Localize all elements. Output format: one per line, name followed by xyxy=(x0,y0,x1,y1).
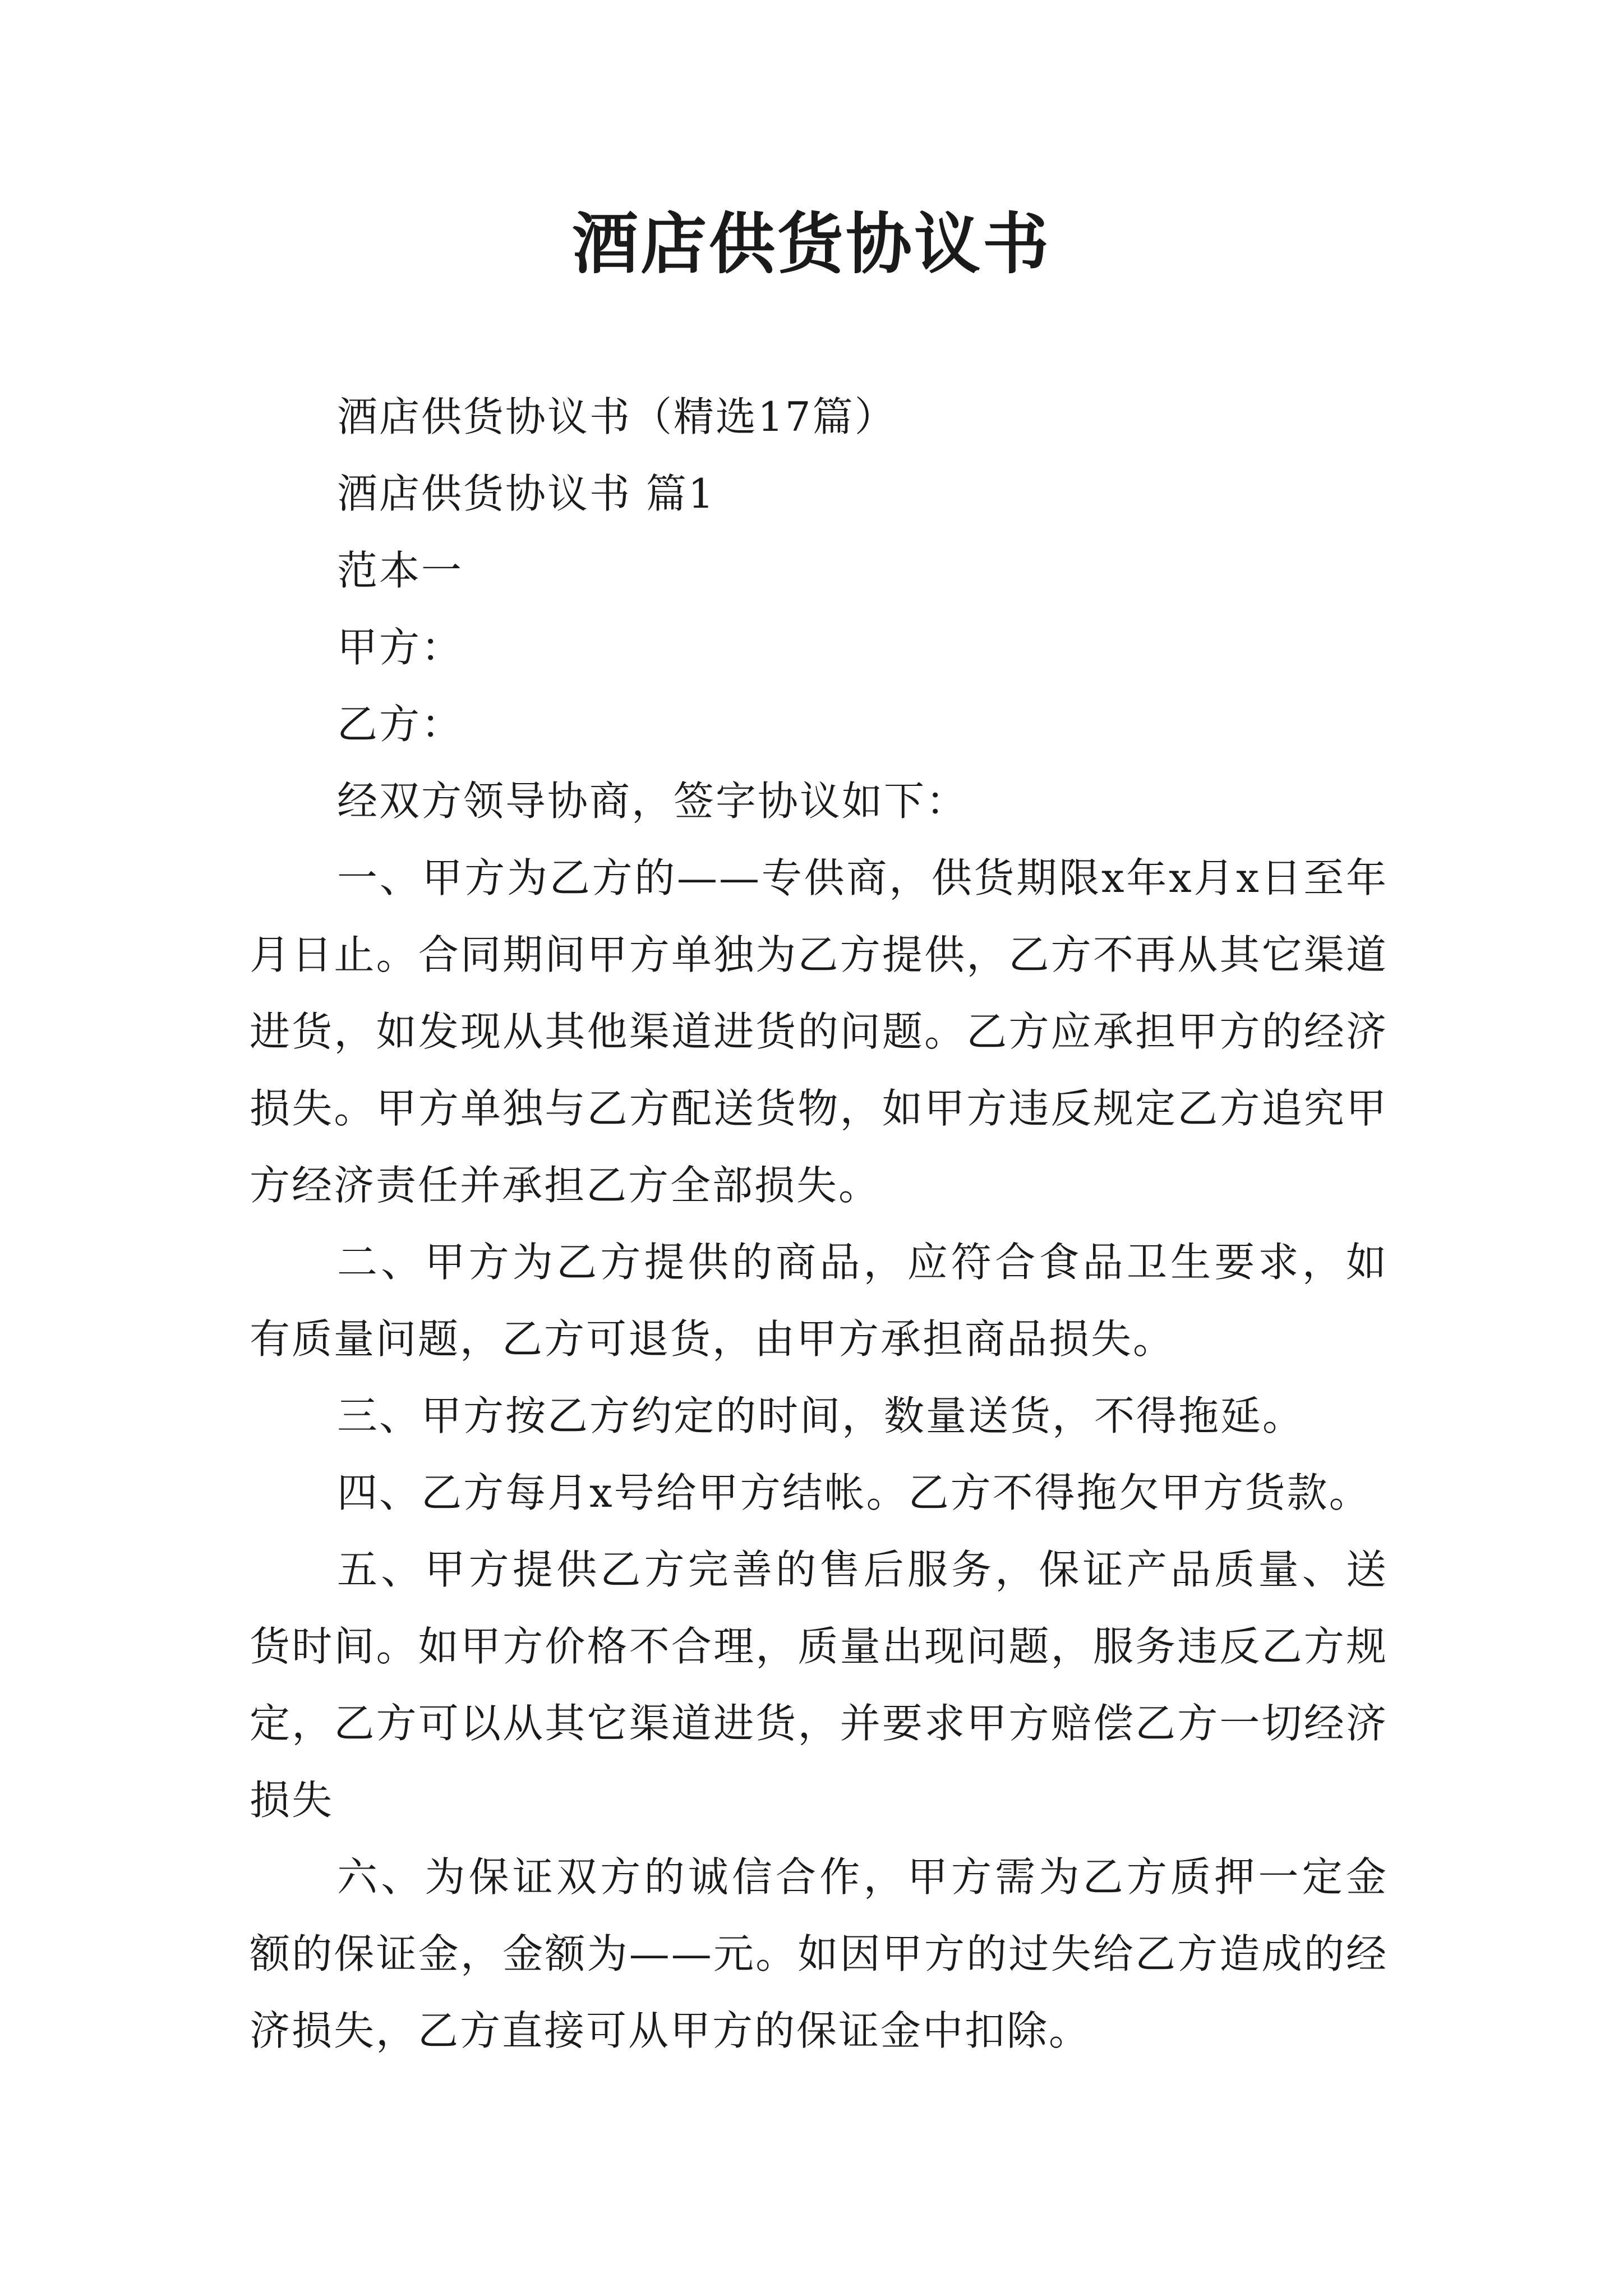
intro-paragraph: 经双方领导协商，签字协议如下： xyxy=(337,777,969,825)
clause-6: 六、为保证双方的诚信合作，甲方需为乙方质押一定金额的保证金，金额为——元。如因甲方的过失给乙方造成的经济损失，乙方直接可从甲方的保证金中扣除。 xyxy=(250,1853,1388,2054)
clause-5: 五、甲方提供乙方完善的售后服务，保证产品质量、送货时间。如甲方价格不合理，质量出现问题，服务违反乙方规定，乙方可以从其它渠道进货，并要求甲方赔偿乙方一切经济损失 xyxy=(250,1546,1388,1824)
section-heading: 酒店供货协议书 篇1 xyxy=(337,470,716,517)
clause-2: 二、甲方为乙方提供的商品，应符合食品卫生要求，如有质量问题，乙方可退货，由甲方承担商品损失。 xyxy=(250,1239,1388,1363)
clause-4: 四、乙方每月x号给甲方结帐。乙方不得拖欠甲方货款。 xyxy=(337,1469,1371,1516)
clause-1: 一、甲方为乙方的——专供商，供货期限x年x月x日至年月日止。合同期间甲方单独为乙方提供，乙方不再从其它渠道进货，如发现从其他渠道进货的问题。乙方应承担甲方的经济损失。甲方单独与乙方配送货物，如甲方违反规定乙方追究甲方经济责任并承担乙方全部损失。 xyxy=(250,854,1388,1209)
subtitle-collection: 酒店供货协议书（精选17篇） xyxy=(337,393,897,440)
party-b-line: 乙方： xyxy=(337,701,464,748)
clause-3: 三、甲方按乙方约定的时间，数量送货，不得拖延。 xyxy=(337,1392,1305,1439)
document-title: 酒店供货协议书 xyxy=(571,205,1051,283)
party-a-line: 甲方： xyxy=(337,624,464,671)
document-body xyxy=(250,379,1388,2069)
template-label: 范本一 xyxy=(337,547,464,594)
